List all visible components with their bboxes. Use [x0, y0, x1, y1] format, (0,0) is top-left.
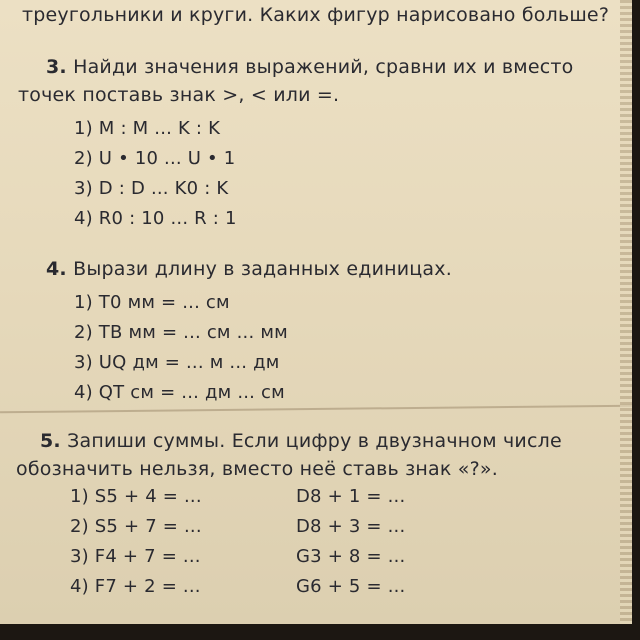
task3-line1: Найди значения выражений, сравни их и вместо [73, 56, 574, 78]
task5-line2: обозначить нельзя, вместо неё ставь знак «?». [16, 458, 498, 480]
task3-item-1: 1) M : M ... K : K [74, 118, 221, 139]
task5-right-3: G3 + 8 = ... [296, 546, 406, 567]
task4-heading [46, 258, 452, 280]
task3-item-4: 4) R0 : 10 ... R : 1 [74, 208, 237, 229]
page-edge [620, 0, 632, 624]
task5-heading [40, 430, 562, 452]
task5-right-2: D8 + 3 = ... [296, 516, 406, 537]
top-line: треугольники и круги. Каких фигур нарисовано больше? [22, 4, 610, 26]
task5-number: 5. [40, 430, 61, 452]
task4-item-2: 2) TB мм = ... см ... мм [74, 322, 288, 343]
page-fold [0, 405, 632, 414]
task3-heading [46, 56, 573, 78]
task5-left-2: 2) S5 + 7 = ... [70, 516, 202, 537]
task4-line1: Вырази длину в заданных единицах. [73, 258, 452, 280]
task4-item-1: 1) T0 мм = ... см [74, 292, 230, 313]
task5-left-1: 1) S5 + 4 = ... [70, 486, 202, 507]
task3-number: 3. [46, 56, 67, 78]
task5-left-3: 3) F4 + 7 = ... [70, 546, 201, 567]
task3-item-3: 3) D : D ... K0 : K [74, 178, 229, 199]
task5-left-4: 4) F7 + 2 = ... [70, 576, 201, 597]
task4-number: 4. [46, 258, 67, 280]
task4-item-3: 3) UQ дм = ... м ... дм [74, 352, 280, 373]
task5-right-4: G6 + 5 = ... [296, 576, 406, 597]
task4-item-4: 4) QT см = ... дм ... см [74, 382, 285, 403]
task3-line2: точек поставь знак >, < или =. [18, 84, 340, 106]
task5-line1: Запиши суммы. Если цифру в двузначном числе [67, 430, 562, 452]
task3-item-2: 2) U • 10 ... U • 1 [74, 148, 236, 169]
task5-right-1: D8 + 1 = ... [296, 486, 406, 507]
